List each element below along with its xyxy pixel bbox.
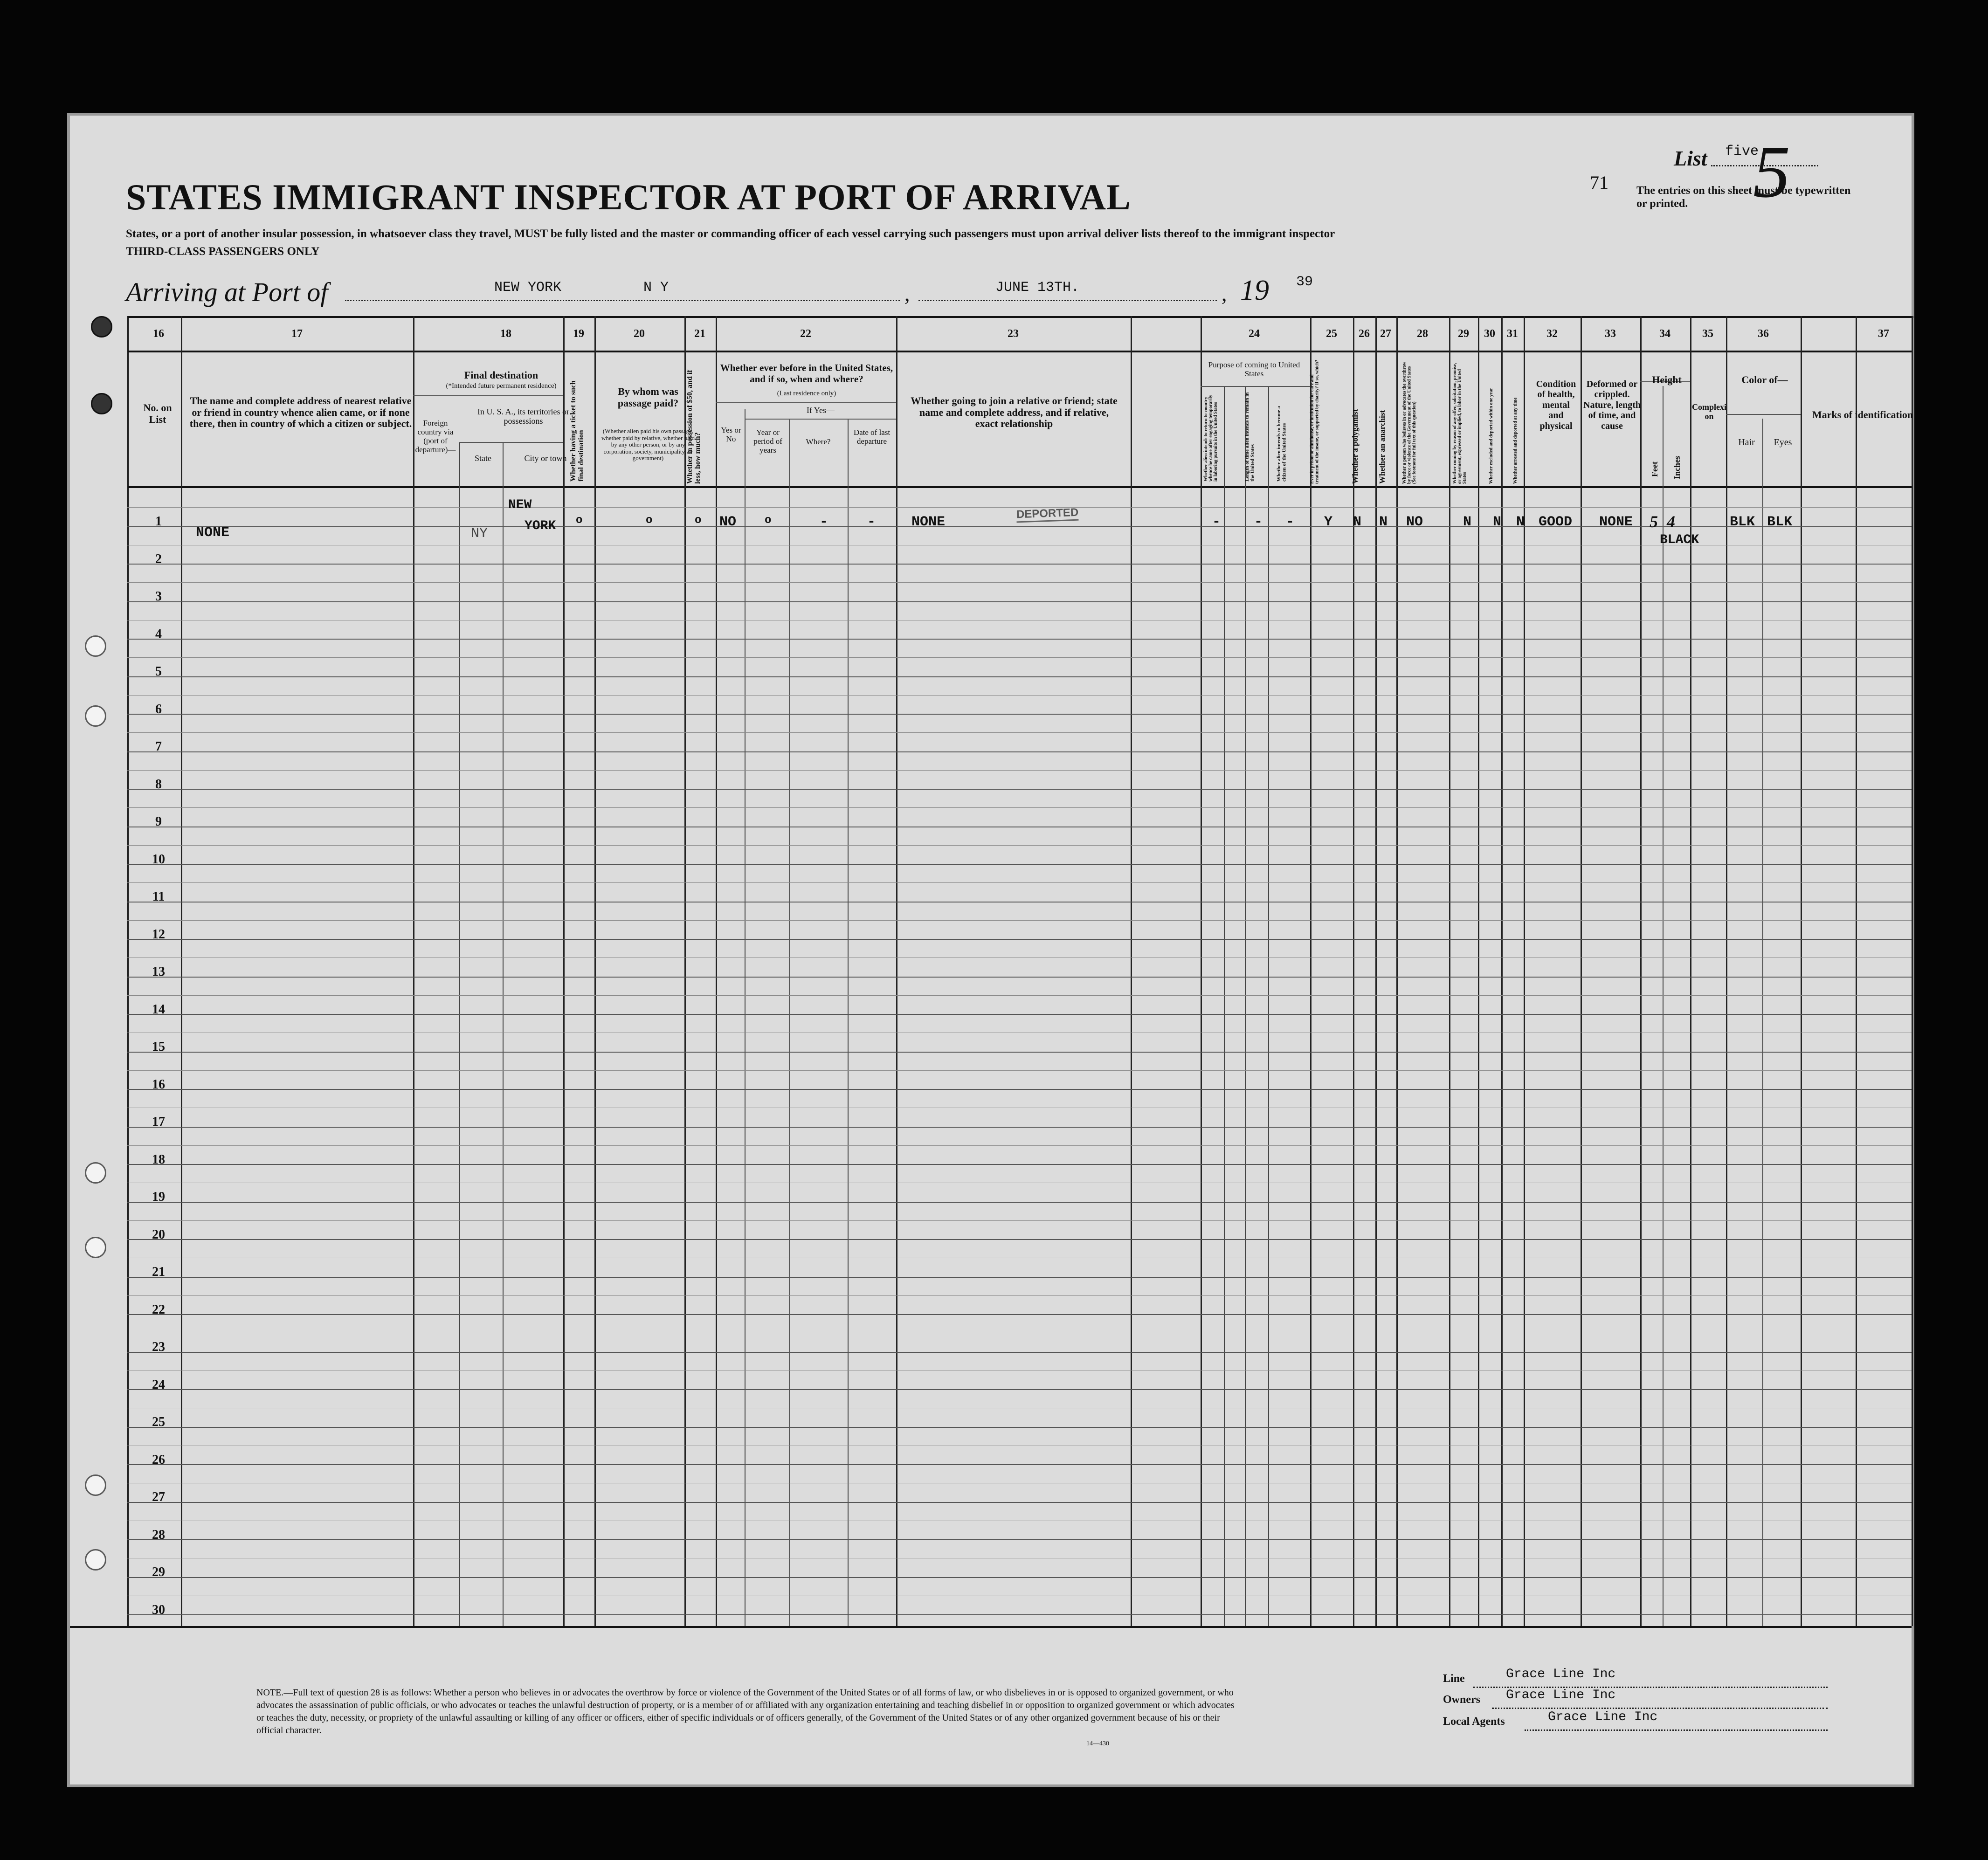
row-half-rule bbox=[127, 920, 1912, 921]
header-no-on-list: No. on List bbox=[143, 402, 172, 425]
form-number: 14—430 bbox=[1086, 1740, 1109, 1747]
column-number: 33 bbox=[1605, 328, 1616, 340]
column-rule bbox=[1640, 316, 1642, 1626]
row-rule bbox=[127, 977, 1912, 978]
entry-last-departure: - bbox=[867, 514, 876, 530]
row-rule bbox=[127, 601, 1912, 602]
binder-hole bbox=[85, 635, 106, 657]
entry-excluded: N bbox=[1493, 514, 1502, 530]
header-overthrow: Whether a person who believes in or advocates the overthrow by force or violence of the Government of the United States (See footnote for full text of this question) bbox=[1402, 362, 1417, 484]
row-half-rule bbox=[127, 582, 1912, 583]
year-prefix: 19 bbox=[1240, 275, 1269, 306]
header-sub-rule bbox=[1201, 386, 1310, 387]
row-half-rule bbox=[127, 1220, 1912, 1221]
column-rule bbox=[594, 316, 596, 1626]
row-rule bbox=[127, 1277, 1912, 1278]
column-rule bbox=[1690, 316, 1691, 1626]
column-number: 20 bbox=[634, 328, 645, 340]
header-money: Whether in possession of $50, and if less, how much? bbox=[686, 370, 702, 484]
row-number: 19 bbox=[152, 1190, 165, 1204]
header-sub-rule bbox=[459, 442, 563, 443]
entry-arrested: N bbox=[1516, 514, 1525, 530]
header-final-destination-sub: (*Intended future permanent residence) bbox=[446, 382, 557, 390]
header-bottom-rule bbox=[127, 486, 1912, 488]
header-health: Condition of health, mental and physical bbox=[1536, 379, 1576, 431]
column-rule bbox=[1801, 316, 1802, 1626]
header-anarchist: Whether an anarchist bbox=[1378, 410, 1387, 484]
date-underline bbox=[918, 300, 1217, 301]
column-rule bbox=[1726, 316, 1727, 1626]
row-number: 4 bbox=[155, 627, 162, 641]
row-number: 3 bbox=[155, 589, 162, 604]
row-rule bbox=[127, 1202, 1912, 1203]
row-half-rule bbox=[127, 1295, 1912, 1296]
column-rule bbox=[1449, 316, 1450, 1626]
year-suffix: 39 bbox=[1296, 274, 1313, 290]
row-number: 15 bbox=[152, 1040, 165, 1054]
row-half-rule bbox=[127, 995, 1912, 996]
row-number: 16 bbox=[152, 1077, 165, 1092]
header-last-departure: Date of last departure bbox=[853, 428, 890, 446]
row-rule bbox=[127, 1539, 1912, 1540]
row-number: 22 bbox=[152, 1302, 165, 1317]
entry-ever-before: NO bbox=[719, 514, 737, 530]
entry-health: GOOD bbox=[1539, 514, 1573, 530]
row-rule bbox=[127, 1464, 1912, 1465]
header-purpose: Purpose of coming to United States bbox=[1208, 360, 1300, 379]
header-yes-no: Yes or No bbox=[721, 426, 741, 444]
row-number: 27 bbox=[152, 1490, 165, 1504]
entry-anarchist: N bbox=[1379, 514, 1388, 530]
row-rule bbox=[127, 1352, 1912, 1353]
row-rule bbox=[127, 1239, 1912, 1240]
port-value: NEW YORK bbox=[494, 280, 562, 296]
column-rule bbox=[1856, 316, 1857, 1626]
header-state: State bbox=[475, 454, 491, 463]
column-rule bbox=[563, 316, 565, 1626]
header-final-destination: Final destination bbox=[464, 369, 538, 381]
row-number: 2 bbox=[155, 551, 162, 566]
row-rule bbox=[127, 1089, 1912, 1090]
header-purpose-citizen: Whether alien intends to become a citizen of the United States bbox=[1276, 406, 1287, 482]
row-number: 25 bbox=[152, 1415, 165, 1429]
entry-state: NY bbox=[471, 526, 488, 542]
row-rule bbox=[127, 1014, 1912, 1015]
entry-hair: BLK bbox=[1730, 514, 1755, 530]
line-label: Line bbox=[1443, 1673, 1465, 1685]
row-half-rule bbox=[127, 695, 1912, 696]
row-number: 11 bbox=[152, 889, 165, 904]
entry-prison: Y bbox=[1324, 514, 1333, 530]
row-number: 5 bbox=[155, 664, 162, 679]
state-value: N Y bbox=[643, 280, 669, 296]
entry-relative: NONE bbox=[196, 525, 230, 541]
row-rule bbox=[127, 864, 1912, 865]
row-rule bbox=[127, 1389, 1912, 1390]
header-purpose-return: Whether alien intends to return to country whence he came after engaging temporarily in laboring pursuits in the United States bbox=[1203, 394, 1218, 482]
header-passage: By whom was passage paid? bbox=[617, 386, 679, 409]
entry-money: o bbox=[695, 514, 702, 527]
column-number: 25 bbox=[1326, 328, 1337, 340]
row-number: 6 bbox=[155, 702, 162, 716]
entry-labor-offer: N bbox=[1463, 514, 1472, 530]
column-number: 23 bbox=[1008, 328, 1019, 340]
row-half-rule bbox=[127, 657, 1912, 658]
row-number: 23 bbox=[152, 1340, 165, 1354]
sheet-number: 71 bbox=[1590, 172, 1608, 193]
row-rule bbox=[127, 1314, 1912, 1315]
row-half-rule bbox=[127, 1070, 1912, 1071]
column-number: 19 bbox=[573, 328, 584, 340]
port-comma: , bbox=[904, 282, 910, 305]
row-number: 14 bbox=[152, 1002, 165, 1017]
list-label: List bbox=[1674, 146, 1707, 170]
header-year: Year or period of years bbox=[753, 428, 782, 455]
binder-hole bbox=[85, 1549, 106, 1571]
header-joining: Whether going to join a relative or friend; state name and complete address, and if relative, exact relationship bbox=[911, 395, 1118, 430]
row-rule bbox=[127, 751, 1912, 752]
header-sub-rule bbox=[413, 395, 563, 396]
column-number: 16 bbox=[153, 328, 164, 340]
sub-column-rule bbox=[745, 409, 746, 1626]
header-inches: Inches bbox=[1672, 455, 1682, 479]
column-rule bbox=[1581, 316, 1582, 1626]
row-rule bbox=[127, 1502, 1912, 1503]
header-deformed: Deformed or crippled. Nature, length of time, and cause bbox=[1583, 379, 1641, 431]
sub-column-rule bbox=[1224, 386, 1225, 1626]
header-arrested: Whether arrested and deported at any time bbox=[1513, 397, 1518, 484]
entry-eyes: BLK bbox=[1767, 514, 1793, 530]
entry-purpose-return: - bbox=[1212, 514, 1221, 530]
row-rule bbox=[127, 1577, 1912, 1578]
sub-column-rule bbox=[1245, 386, 1246, 1626]
row-number: 26 bbox=[152, 1452, 165, 1467]
row-rule bbox=[127, 639, 1912, 640]
entry-feet: 5 bbox=[1650, 512, 1658, 531]
row-half-rule bbox=[127, 1145, 1912, 1146]
column-rule bbox=[896, 316, 897, 1626]
column-number: 28 bbox=[1417, 328, 1428, 340]
header-ticket: Whether having a ticket to such final destination bbox=[569, 380, 585, 482]
row-rule bbox=[127, 1127, 1912, 1128]
column-rule bbox=[1375, 316, 1377, 1626]
column-number: 37 bbox=[1878, 328, 1889, 340]
entry-polygamist: N bbox=[1353, 514, 1362, 530]
sub-column-rule bbox=[1762, 419, 1763, 1626]
header-prison: Ever in prison or almshouse, or institution for care and treatment of the insane, or supported by charity? If so, which? bbox=[1310, 359, 1320, 484]
owners-label: Owners bbox=[1443, 1694, 1480, 1706]
binder-hole bbox=[91, 316, 112, 338]
column-number-rule bbox=[127, 351, 1912, 352]
row-half-rule bbox=[127, 845, 1912, 846]
header-labor-offer: Whether coming by reason of any offer, solicitation, promise, or agreement, expressed or implied, to labor in the United States bbox=[1452, 363, 1467, 484]
entry-complexion: BLACK bbox=[1660, 533, 1699, 547]
column-number: 21 bbox=[694, 328, 705, 340]
row-number: 1 bbox=[155, 514, 162, 529]
entry-joining: NONE bbox=[911, 514, 946, 530]
entry-deformed: NONE bbox=[1599, 514, 1633, 530]
entry-where: - bbox=[820, 514, 828, 530]
row-half-rule bbox=[127, 882, 1912, 883]
header-hair: Hair bbox=[1738, 437, 1755, 448]
column-number: 36 bbox=[1758, 328, 1769, 340]
column-number: 26 bbox=[1359, 328, 1370, 340]
binder-hole bbox=[91, 393, 112, 414]
column-rule bbox=[1912, 316, 1913, 1626]
header-if-yes: If Yes— bbox=[806, 406, 835, 415]
sub-column-rule bbox=[1663, 386, 1664, 1626]
header-city: City or town bbox=[524, 454, 567, 463]
entry-purpose-length: - bbox=[1254, 514, 1263, 530]
form-subtitle: States, or a port of another insular possession, in whatsoever class they travel, MUST be fully listed and the master or commanding officer of each vessel carrying such passengers must upon arrival deliver lists thereof to the immigrant inspector bbox=[126, 227, 1335, 240]
column-number: 27 bbox=[1380, 328, 1391, 340]
row-rule bbox=[127, 1427, 1912, 1428]
header-where: Where? bbox=[806, 437, 831, 446]
column-rule bbox=[1310, 316, 1312, 1626]
header-sub-rule bbox=[716, 402, 896, 403]
row-rule bbox=[127, 1164, 1912, 1165]
entry-passage: o bbox=[646, 514, 653, 527]
row-half-rule bbox=[127, 770, 1912, 771]
header-feet: Feet bbox=[1650, 462, 1659, 477]
row-number: 8 bbox=[155, 777, 162, 792]
row-number: 9 bbox=[155, 814, 162, 829]
column-rule bbox=[1396, 316, 1398, 1626]
column-rule bbox=[1501, 316, 1503, 1626]
entry-city-line2: YORK bbox=[525, 519, 556, 533]
arrival-date: JUNE 13TH. bbox=[995, 280, 1080, 296]
sub-column-rule bbox=[789, 419, 790, 1626]
binder-hole bbox=[85, 1162, 106, 1184]
manifest-sheet bbox=[70, 116, 1912, 1784]
row-rule bbox=[127, 564, 1912, 565]
row-number: 7 bbox=[155, 739, 162, 754]
owners-value: Grace Line Inc bbox=[1506, 1688, 1616, 1702]
header-height: Height bbox=[1652, 374, 1682, 386]
row-rule bbox=[127, 789, 1912, 790]
binder-hole bbox=[85, 1237, 106, 1258]
header-color-of: Color of— bbox=[1741, 374, 1788, 386]
typewritten-note: The entries on this sheet must be typewritten or printed. bbox=[1636, 185, 1851, 210]
entry-purpose-citizen: - bbox=[1286, 514, 1295, 530]
column-number: 34 bbox=[1659, 328, 1670, 340]
entry-year: o bbox=[765, 514, 772, 527]
header-ever-before-sub: (Last residence only) bbox=[777, 390, 836, 397]
list-value: five bbox=[1725, 144, 1759, 159]
column-number: 24 bbox=[1249, 328, 1260, 340]
column-rule bbox=[181, 316, 182, 1626]
column-rule bbox=[1131, 316, 1132, 1626]
row-number: 24 bbox=[152, 1377, 165, 1392]
entry-overthrow: NO bbox=[1406, 514, 1423, 530]
column-number: 22 bbox=[800, 328, 811, 340]
row-half-rule bbox=[127, 807, 1912, 808]
row-rule bbox=[127, 1052, 1912, 1053]
row-number: 12 bbox=[152, 927, 165, 942]
column-number: 17 bbox=[291, 328, 303, 340]
column-number: 35 bbox=[1702, 328, 1713, 340]
table-bottom-rule bbox=[70, 1626, 1912, 1628]
header-polygamist: Whether a polygamist bbox=[1351, 409, 1360, 484]
column-rule bbox=[127, 316, 128, 1626]
column-rule bbox=[1201, 316, 1202, 1626]
line-value: Grace Line Inc bbox=[1506, 1667, 1616, 1681]
header-sub-rule bbox=[745, 419, 896, 420]
list-handwritten-digit: 5 bbox=[1753, 130, 1790, 213]
header-eyes: Eyes bbox=[1774, 437, 1792, 448]
header-marks: Marks of identification bbox=[1812, 409, 1913, 420]
header-relative-address: The name and complete address of nearest relative or friend in country whence alien came, or if none there, then in country of which a citizen or subject. bbox=[189, 395, 412, 430]
header-passage-sub: (Whether alien paid his own passage, whether paid by relative, whether paid by any other person, or by any corporation, society, municipality, or government) bbox=[601, 427, 695, 462]
entry-inches: 4 bbox=[1667, 512, 1675, 531]
column-rule bbox=[413, 316, 414, 1626]
column-number: 30 bbox=[1484, 328, 1495, 340]
row-rule bbox=[127, 676, 1912, 677]
column-number: 29 bbox=[1458, 328, 1469, 340]
entry-ticket: o bbox=[576, 514, 583, 527]
entry-city-line1: NEW bbox=[508, 498, 532, 512]
header-in-usa: In U. S. A., its territories or possessions bbox=[477, 407, 569, 426]
column-rule bbox=[1478, 316, 1479, 1626]
row-number: 13 bbox=[152, 964, 165, 979]
row-number: 29 bbox=[152, 1565, 165, 1579]
row-number: 18 bbox=[152, 1152, 165, 1167]
agents-underline bbox=[1525, 1729, 1828, 1731]
date-comma: , bbox=[1222, 282, 1227, 305]
sub-column-rule bbox=[848, 419, 849, 1626]
column-rule bbox=[684, 316, 686, 1626]
row-rule bbox=[127, 714, 1912, 715]
row-rule bbox=[127, 526, 1912, 527]
row-number: 30 bbox=[152, 1602, 165, 1617]
row-number: 17 bbox=[152, 1115, 165, 1129]
row-rule bbox=[127, 1614, 1912, 1615]
row-number: 28 bbox=[152, 1527, 165, 1542]
column-number: 31 bbox=[1507, 328, 1518, 340]
row-number: 21 bbox=[152, 1265, 165, 1279]
form-title: STATES IMMIGRANT INSPECTOR AT PORT OF ARRIVAL bbox=[126, 177, 1131, 217]
column-number: 32 bbox=[1546, 328, 1558, 340]
owners-underline bbox=[1492, 1708, 1828, 1709]
sub-column-rule bbox=[1268, 386, 1269, 1626]
binder-hole bbox=[85, 1474, 106, 1496]
class-line: THIRD-CLASS PASSENGERS ONLY bbox=[126, 245, 320, 258]
column-rule bbox=[1524, 316, 1525, 1626]
header-foreign-country: Foreign country via (port of departure)— bbox=[415, 419, 456, 455]
row-rule bbox=[127, 939, 1912, 940]
binder-hole bbox=[85, 705, 106, 727]
deported-stamp: DEPORTED bbox=[1016, 506, 1078, 523]
agents-label: Local Agents bbox=[1443, 1715, 1505, 1728]
header-sub-rule bbox=[1726, 414, 1801, 415]
column-number: 18 bbox=[500, 328, 511, 340]
header-ever-before: Whether ever before in the United States, and if so, when and where? bbox=[720, 362, 893, 385]
row-number: 10 bbox=[152, 852, 165, 867]
row-number: 20 bbox=[152, 1227, 165, 1242]
header-excluded: Whether excluded and deported within one year bbox=[1489, 388, 1494, 484]
header-complexion: Complexion bbox=[1692, 402, 1726, 421]
column-rule bbox=[716, 316, 717, 1626]
agents-value: Grace Line Inc bbox=[1548, 1710, 1658, 1724]
arriving-label: Arriving at Port of bbox=[126, 277, 328, 307]
footnote-question-28: NOTE.—Full text of question 28 is as follows: Whether a person who believes in or advocates the overthrow by force or violence of the Government of the United States or of all forms of law, or who disbelieves in or is opposed to organized government, or who advocates the assassination of public officials, or who advocates or teaches the unlawful destruction of property, or is a member of or affiliated with any organization entertaining and teaching disbelief in or opposition to organized government or which advocates or teaches the duty, necessity, or propriety of the unlawful assaulting or killing of any officer or officers, either of specific individuals or of officers generally, of the Government of the United States or of any other organized government because of his or their official character. bbox=[256, 1688, 1235, 1736]
port-underline bbox=[345, 300, 900, 301]
header-purpose-length: Length of time alien intends to remain in the United States bbox=[1244, 392, 1256, 482]
column-rule bbox=[1353, 316, 1354, 1626]
row-half-rule bbox=[127, 732, 1912, 733]
